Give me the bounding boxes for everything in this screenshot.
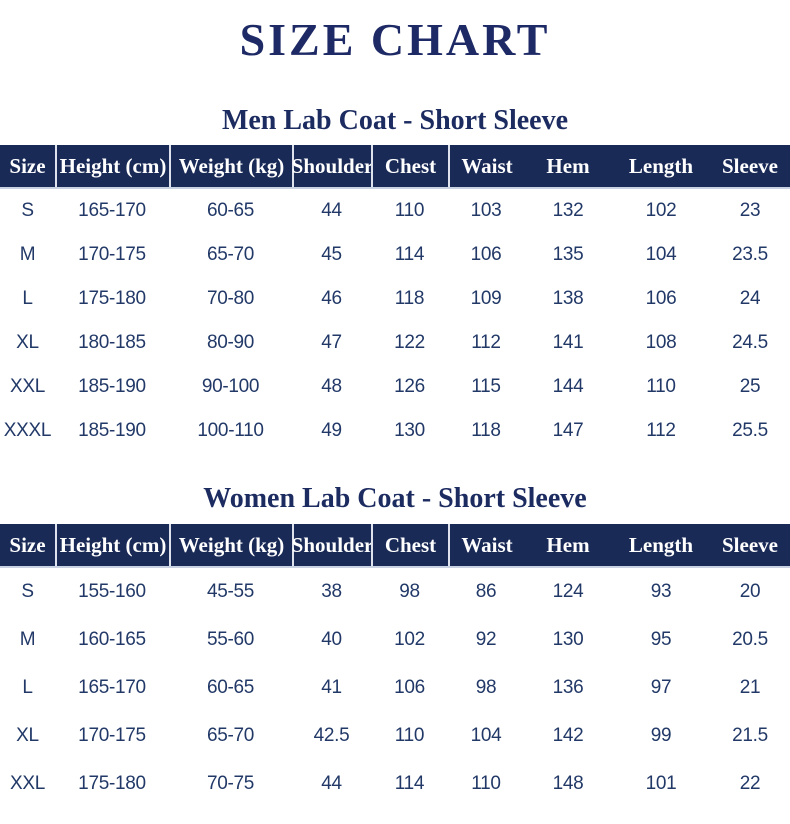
- value-cell: 165-170: [78, 677, 146, 699]
- value-cell: 144: [552, 376, 584, 398]
- column-header: Waist: [448, 145, 524, 187]
- men-size-table: [0, 145, 790, 453]
- value-cell: 130: [394, 420, 425, 442]
- value-cell: 95: [650, 629, 672, 651]
- size-cell: XXL: [9, 376, 45, 398]
- value-cell: 118: [471, 420, 501, 442]
- women-table-subtitle: Women Lab Coat - Short Sleeve: [203, 483, 587, 515]
- value-cell: 147: [552, 420, 584, 442]
- value-cell: 65-70: [206, 244, 255, 266]
- column-header: Sleeve: [722, 532, 778, 557]
- column-header: Size: [9, 532, 46, 557]
- men-size-section: [0, 104, 790, 454]
- value-cell: 110: [394, 725, 425, 747]
- value-cell: 42.5: [313, 725, 350, 747]
- value-cell: 114: [394, 244, 425, 266]
- value-cell: 21: [739, 677, 761, 699]
- table-row: [0, 568, 790, 616]
- value-cell: 110: [471, 773, 501, 795]
- value-cell: 124: [552, 581, 584, 603]
- value-cell: 46: [321, 288, 342, 310]
- table-row: [0, 233, 790, 277]
- value-cell: 55-60: [206, 629, 255, 651]
- value-cell: 112: [471, 332, 501, 354]
- value-cell: 102: [645, 200, 677, 222]
- value-cell: 49: [321, 420, 342, 442]
- value-cell: 20.5: [732, 629, 768, 651]
- size-cell: XXL: [9, 773, 45, 795]
- value-cell: 98: [475, 677, 497, 699]
- table-row: [0, 664, 790, 712]
- column-header: Chest: [371, 145, 448, 187]
- value-cell: 24.5: [732, 332, 768, 354]
- value-cell: 65-70: [206, 725, 255, 747]
- column-header: Shoulder: [292, 524, 371, 566]
- table-row: [0, 365, 790, 409]
- value-cell: 100-110: [197, 420, 264, 442]
- value-cell: 175-180: [78, 288, 146, 310]
- value-cell: 23.5: [732, 244, 768, 266]
- value-cell: 60-65: [206, 200, 255, 222]
- value-cell: 25: [739, 376, 761, 398]
- value-cell: 24: [739, 288, 761, 310]
- men-table-subtitle: Men Lab Coat - Short Sleeve: [221, 104, 569, 136]
- value-cell: 86: [475, 581, 497, 603]
- table-header-row: [0, 524, 790, 566]
- value-cell: 130: [552, 629, 584, 651]
- value-cell: 20: [739, 581, 761, 603]
- value-cell: 41: [321, 677, 342, 699]
- size-cell: M: [19, 244, 36, 266]
- value-cell: 185-190: [78, 420, 146, 442]
- value-cell: 126: [394, 376, 425, 398]
- column-header: Hem: [546, 153, 590, 178]
- value-cell: 22: [739, 773, 761, 795]
- table-row: [0, 189, 790, 233]
- value-cell: 108: [645, 332, 677, 354]
- table-row: [0, 409, 790, 453]
- value-cell: 45-55: [206, 581, 255, 603]
- value-cell: 180-185: [78, 332, 146, 354]
- value-cell: 155-160: [78, 581, 146, 603]
- table-row: [0, 321, 790, 365]
- value-cell: 175-180: [78, 773, 146, 795]
- value-cell: 45: [321, 244, 342, 266]
- value-cell: 110: [646, 376, 676, 398]
- value-cell: 135: [552, 244, 584, 266]
- value-cell: 148: [552, 773, 584, 795]
- value-cell: 21.5: [732, 725, 768, 747]
- value-cell: 114: [394, 773, 425, 795]
- value-cell: 122: [394, 332, 425, 354]
- table-header-row: [0, 145, 790, 187]
- value-cell: 92: [475, 629, 497, 651]
- column-header: Weight (kg): [169, 145, 292, 187]
- value-cell: 47: [321, 332, 342, 354]
- column-header: Weight (kg): [169, 524, 292, 566]
- value-cell: 106: [645, 288, 677, 310]
- value-cell: 160-165: [78, 629, 146, 651]
- value-cell: 185-190: [78, 376, 146, 398]
- value-cell: 70-75: [206, 773, 255, 795]
- value-cell: 48: [321, 376, 342, 398]
- value-cell: 70-80: [206, 288, 255, 310]
- value-cell: 60-65: [206, 677, 255, 699]
- column-header: Hem: [546, 532, 590, 557]
- value-cell: 25.5: [732, 420, 768, 442]
- value-cell: 80-90: [206, 332, 255, 354]
- size-cell: L: [22, 288, 33, 310]
- table-row: [0, 616, 790, 664]
- value-cell: 132: [552, 200, 584, 222]
- value-cell: 142: [552, 725, 584, 747]
- value-cell: 118: [394, 288, 425, 310]
- value-cell: 98: [399, 581, 420, 603]
- column-header: Chest: [371, 524, 448, 566]
- size-cell: XL: [16, 332, 39, 354]
- value-cell: 104: [470, 725, 502, 747]
- value-cell: 106: [470, 244, 502, 266]
- value-cell: 44: [321, 200, 342, 222]
- column-header: Size: [9, 153, 46, 178]
- value-cell: 23: [739, 200, 761, 222]
- value-cell: 44: [321, 773, 342, 795]
- value-cell: 40: [321, 629, 342, 651]
- value-cell: 106: [394, 677, 425, 699]
- column-header: Height (cm): [55, 524, 169, 566]
- size-cell: S: [21, 581, 34, 603]
- table-row: [0, 277, 790, 321]
- value-cell: 136: [552, 677, 584, 699]
- column-header: Length: [628, 532, 694, 557]
- column-header: Height (cm): [55, 145, 169, 187]
- value-cell: 101: [645, 773, 677, 795]
- value-cell: 104: [645, 244, 677, 266]
- value-cell: 138: [552, 288, 584, 310]
- women-size-table: [0, 524, 790, 808]
- value-cell: 112: [646, 420, 676, 442]
- value-cell: 97: [650, 677, 672, 699]
- column-header: Waist: [448, 524, 524, 566]
- table-row: [0, 760, 790, 808]
- value-cell: 109: [470, 288, 502, 310]
- size-cell: L: [22, 677, 33, 699]
- value-cell: 141: [552, 332, 584, 354]
- size-cell: M: [19, 629, 36, 651]
- size-cell: S: [21, 200, 34, 222]
- value-cell: 165-170: [78, 200, 146, 222]
- women-size-section: [0, 482, 790, 808]
- size-cell: XL: [16, 725, 39, 747]
- value-cell: 115: [471, 376, 501, 398]
- column-header: Sleeve: [722, 153, 778, 178]
- value-cell: 170-175: [78, 725, 146, 747]
- column-header: Length: [628, 153, 694, 178]
- size-cell: XXXL: [3, 420, 52, 442]
- value-cell: 93: [650, 581, 672, 603]
- value-cell: 99: [650, 725, 672, 747]
- value-cell: 170-175: [78, 244, 146, 266]
- page-title: SIZE CHART: [239, 14, 551, 65]
- value-cell: 102: [394, 629, 425, 651]
- value-cell: 38: [321, 581, 342, 603]
- value-cell: 103: [470, 200, 502, 222]
- table-row: [0, 712, 790, 760]
- column-header: Shoulder: [292, 145, 371, 187]
- value-cell: 90-100: [201, 376, 260, 398]
- value-cell: 110: [394, 200, 425, 222]
